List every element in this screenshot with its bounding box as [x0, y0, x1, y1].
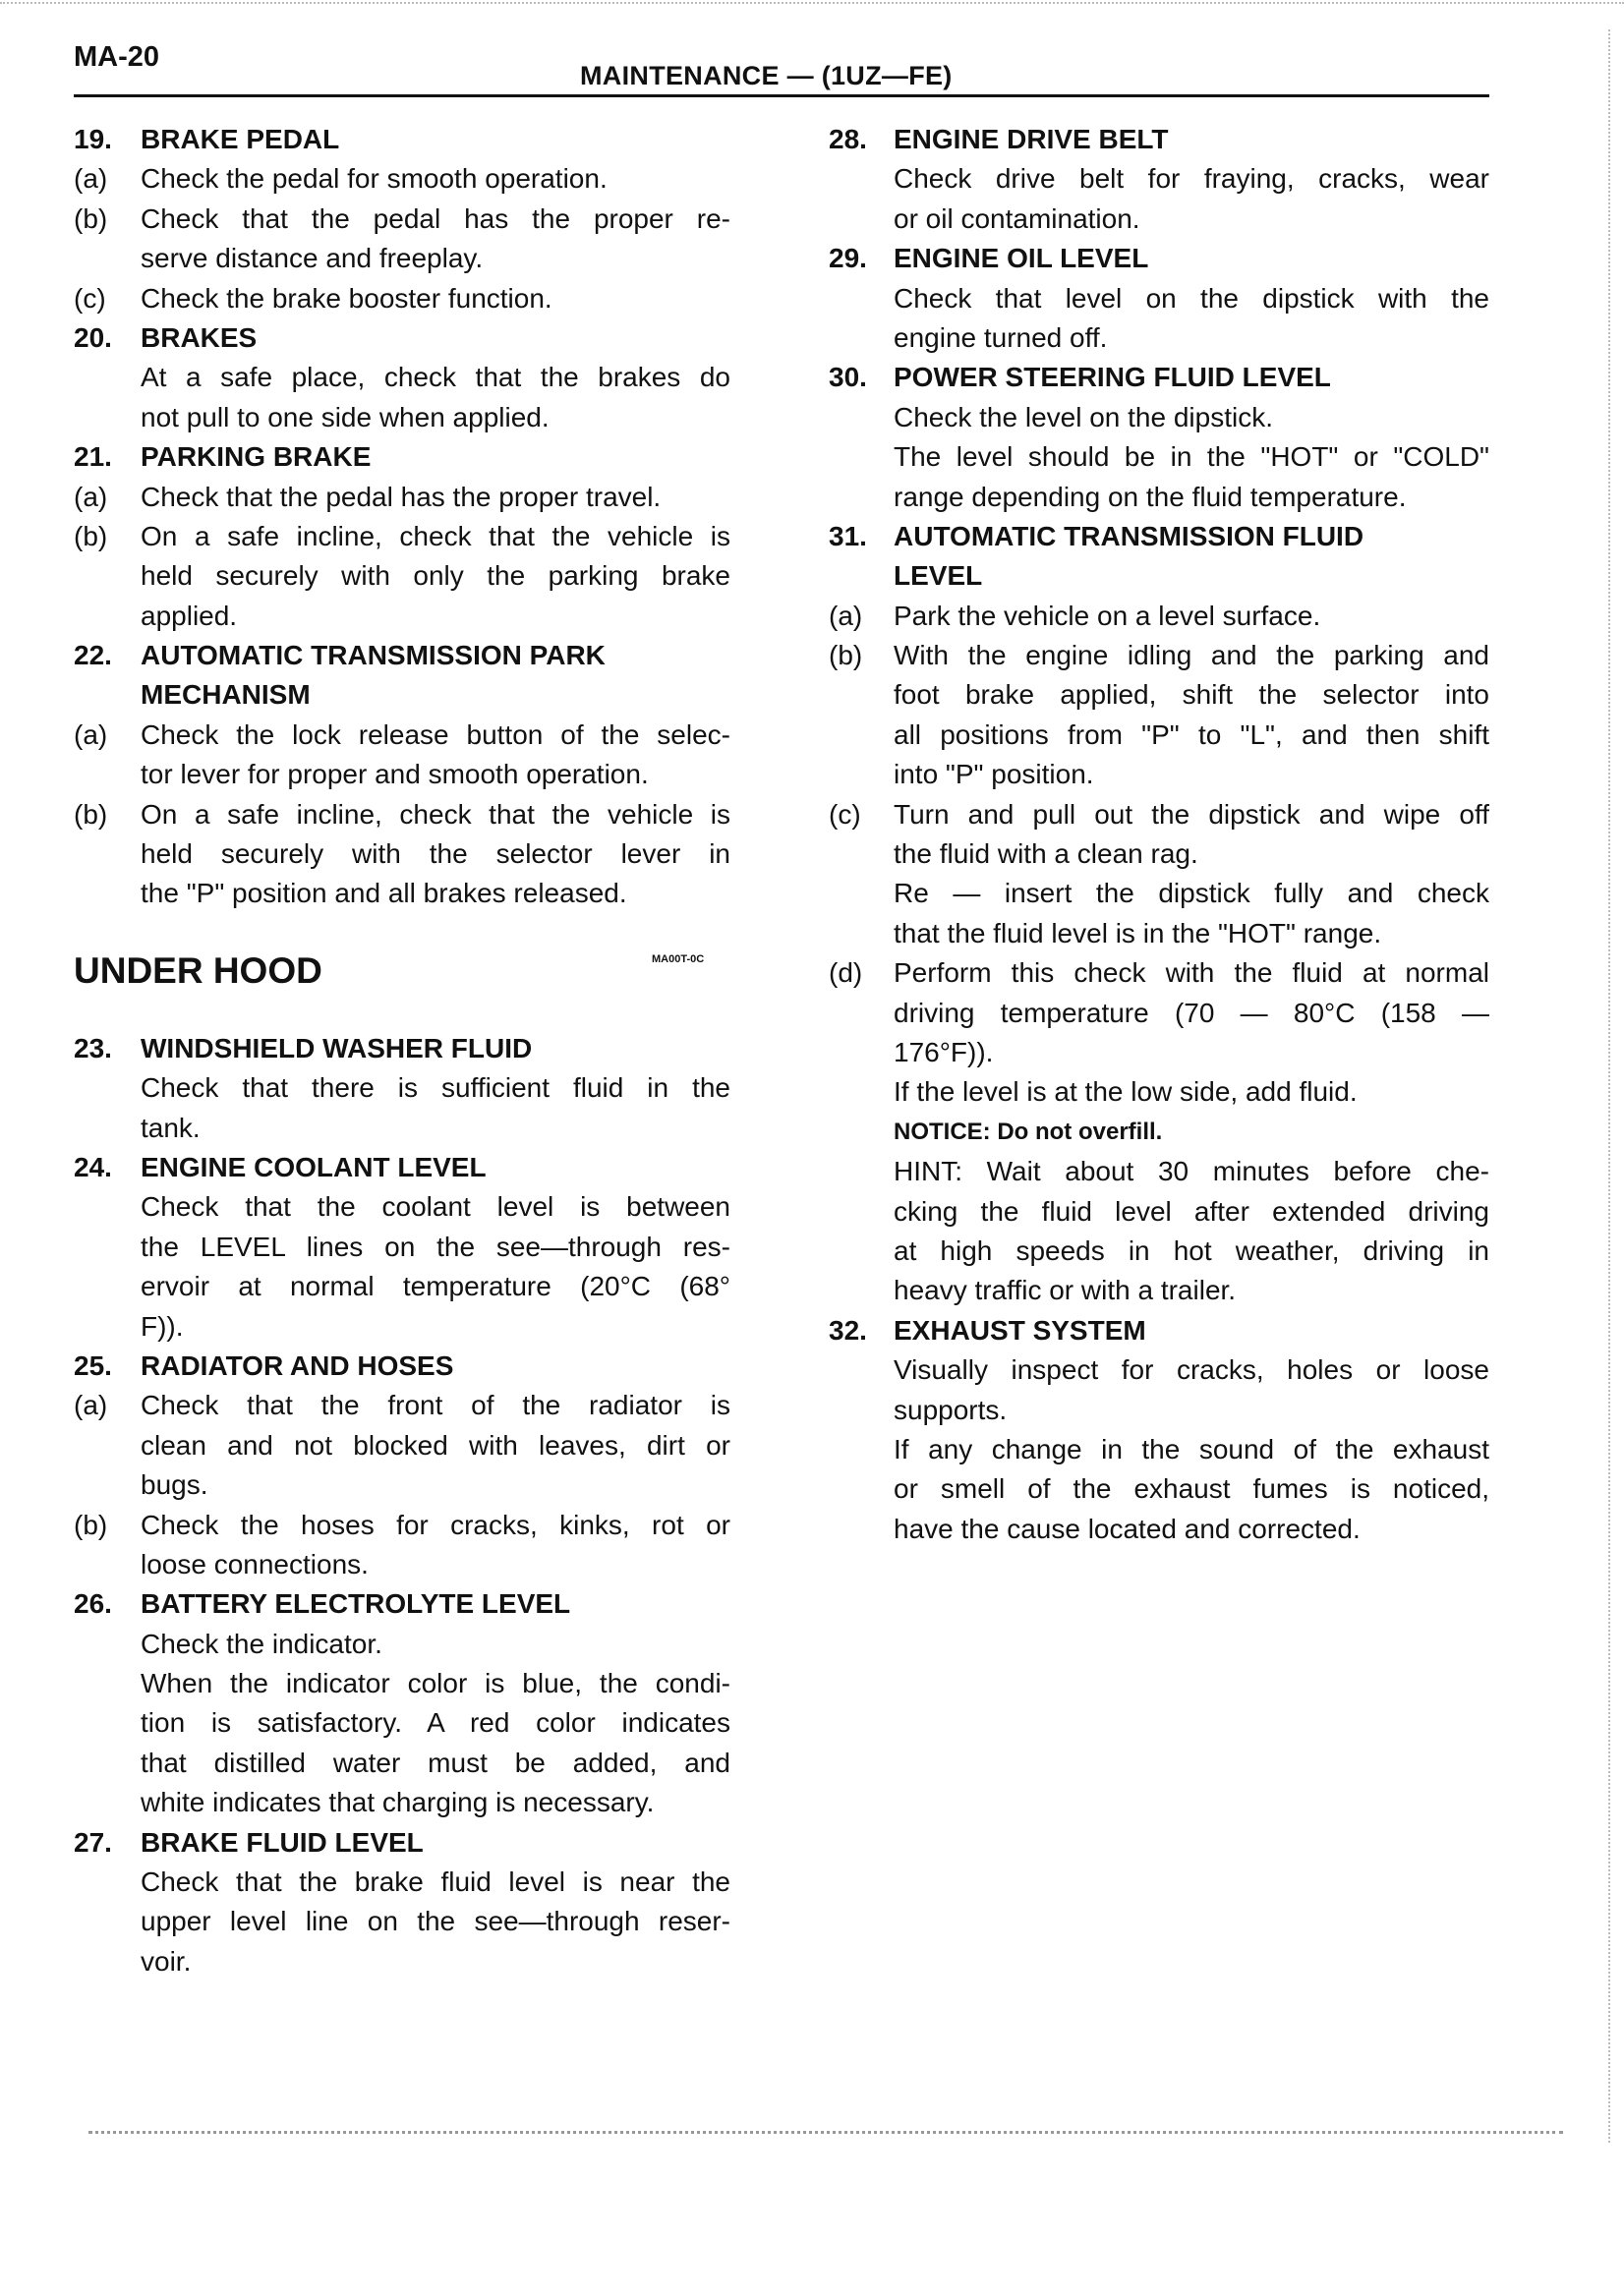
text-line [74, 834, 730, 874]
text-line [74, 1386, 730, 1425]
step-text: engine turned off. [894, 321, 1108, 353]
step-text: applied. [141, 600, 238, 631]
step-text: Check the level on the dipstick. [894, 401, 1273, 432]
item-heading [74, 437, 730, 477]
step-text: Check that there is sufficient fluid in the [141, 1072, 730, 1104]
step-text: the fluid with a clean rag. [894, 838, 1198, 870]
step-text: On a safe incline, check that the vehicle is [141, 520, 730, 551]
item-title: POWER STEERING FLUID LEVEL [894, 362, 1331, 393]
text-line [829, 1033, 1489, 1072]
step-text: that the fluid level is in the "HOT" range. [894, 917, 1382, 948]
text-line [829, 1271, 1489, 1310]
text-line [829, 874, 1489, 913]
item-heading [829, 358, 1489, 397]
step-text: ervoir at normal temperature (20°C (68° [141, 1271, 730, 1302]
right-column [829, 120, 1489, 1549]
text-line [74, 874, 730, 913]
item-title: LEVEL [894, 560, 983, 592]
text-line [74, 398, 730, 437]
text-line [74, 556, 730, 596]
text-line [829, 279, 1489, 318]
item-heading [74, 1584, 730, 1624]
text-line [74, 1506, 730, 1545]
step-label: (b) [74, 798, 108, 830]
text-line [829, 1510, 1489, 1549]
text-line [829, 1152, 1489, 1191]
text-line [829, 597, 1489, 636]
text-line [829, 834, 1489, 874]
text-line [74, 1307, 730, 1347]
text-line [74, 1744, 730, 1783]
item-number: 23. [74, 1032, 112, 1063]
step-text: loose connections. [141, 1548, 369, 1579]
item-number: 22. [74, 640, 112, 671]
step-text: Check the pedal for smooth operation. [141, 163, 608, 195]
text-line [74, 1703, 730, 1743]
text-line [829, 755, 1489, 794]
item-number: 29. [829, 243, 867, 274]
item-heading [74, 675, 730, 715]
text-line [74, 200, 730, 239]
text-line [829, 914, 1489, 953]
step-text: foot brake applied, shift the selector into [894, 679, 1489, 711]
step-text: the LEVEL lines on the see—through res- [141, 1231, 730, 1262]
header-rule [74, 94, 1489, 97]
step-text: into "P" position. [894, 759, 1094, 790]
text-line [829, 1350, 1489, 1390]
text-line [829, 1072, 1489, 1112]
text-line [74, 1863, 730, 1902]
item-heading [74, 1823, 730, 1863]
step-text: cking the fluid level after extended driving [894, 1195, 1489, 1227]
text-line [829, 1232, 1489, 1271]
item-heading [829, 120, 1489, 159]
step-label: (a) [74, 163, 108, 195]
text-line [74, 517, 730, 556]
item-number: 19. [74, 124, 112, 154]
step-text: Check the brake booster function. [141, 282, 552, 314]
step-text: Check drive belt for fraying, cracks, wear [894, 163, 1489, 195]
item-number: 26. [74, 1588, 112, 1620]
item-number: 25. [74, 1349, 112, 1381]
item-number: 27. [74, 1826, 112, 1858]
text-line [74, 597, 730, 636]
item-title: ENGINE COOLANT LEVEL [141, 1151, 487, 1182]
step-text: or smell of the exhaust fumes is noticed, [894, 1473, 1489, 1505]
text-line [829, 675, 1489, 715]
item-number: 28. [829, 124, 867, 154]
text-line [74, 159, 730, 199]
step-text: voir. [141, 1945, 192, 1977]
step-text: Check the lock release button of the selec- [141, 718, 730, 750]
step-text: Perform this check with the fluid at normal [894, 957, 1489, 989]
step-text: or oil contamination. [894, 202, 1140, 234]
step-text: F)). [141, 1310, 184, 1342]
item-number: 20. [74, 321, 112, 353]
text-line [74, 1228, 730, 1267]
text-line [829, 1469, 1489, 1509]
text-line [829, 398, 1489, 437]
step-text: driving temperature (70 — 80°C (158 — [894, 997, 1489, 1028]
step-text: supports. [894, 1394, 1008, 1425]
item-title: RADIATOR AND HOSES [141, 1349, 454, 1381]
text-line [829, 1391, 1489, 1430]
step-text: at high speeds in hot weather, driving in [894, 1234, 1489, 1266]
item-title: BRAKES [141, 321, 258, 353]
notice-row [829, 1113, 1489, 1152]
step-text: not pull to one side when applied. [141, 401, 550, 432]
text-line [829, 1430, 1489, 1469]
step-text: heavy traffic or with a trailer. [894, 1275, 1237, 1306]
text-line [74, 755, 730, 794]
step-text: tank. [141, 1112, 201, 1143]
running-title: MAINTENANCE — (1UZ—FE) [580, 61, 953, 90]
item-title: BRAKE PEDAL [141, 124, 340, 154]
item-heading [829, 517, 1489, 556]
step-text: Check that the pedal has the proper travel. [141, 481, 662, 512]
text-line [74, 1187, 730, 1227]
item-heading [829, 556, 1489, 596]
item-title: ENGINE DRIVE BELT [894, 124, 1169, 154]
step-label: (c) [74, 282, 106, 314]
step-text: Visually inspect for cracks, holes or loose [894, 1354, 1489, 1386]
text-line [829, 795, 1489, 834]
item-title: AUTOMATIC TRANSMISSION FLUID [894, 520, 1364, 551]
item-number: 31. [829, 520, 867, 551]
item-heading [74, 120, 730, 159]
item-heading [74, 636, 730, 675]
text-line [74, 1902, 730, 1941]
step-text: held securely with the selector lever in [141, 838, 730, 870]
text-line [74, 1068, 730, 1108]
text-line [74, 478, 730, 517]
step-text: 176°F)). [894, 1036, 994, 1067]
text-line [829, 994, 1489, 1033]
item-title: EXHAUST SYSTEM [894, 1314, 1146, 1346]
step-text: Check that the coolant level is between [141, 1191, 730, 1223]
step-text: With the engine idling and the parking and [894, 640, 1489, 671]
item-title: ENGINE OIL LEVEL [894, 243, 1149, 274]
text-line [829, 953, 1489, 993]
step-text: If the level is at the low side, add fluid. [894, 1076, 1358, 1108]
text-line [74, 1942, 730, 1981]
step-text: Check that the brake fluid level is near the [141, 1866, 730, 1898]
text-line [74, 358, 730, 397]
text-line [829, 200, 1489, 239]
text-line [74, 239, 730, 278]
step-text: Turn and pull out the dipstick and wipe off [894, 798, 1489, 830]
step-text: serve distance and freeplay. [141, 243, 484, 274]
step-text: HINT: Wait about 30 minutes before che- [894, 1156, 1489, 1187]
scan-edge-right [1608, 29, 1610, 2143]
step-text: clean and not blocked with leaves, dirt or [141, 1429, 730, 1461]
item-heading [74, 318, 730, 358]
text-line [74, 1465, 730, 1505]
text-line [74, 795, 730, 834]
step-label: (c) [829, 798, 861, 830]
step-text: On a safe incline, check that the vehicle is [141, 798, 730, 830]
step-label: (b) [74, 1509, 108, 1540]
item-number: 21. [74, 441, 112, 473]
step-text: Check that the pedal has the proper re- [141, 202, 730, 234]
scan-edge-top [0, 2, 1624, 4]
item-title: BATTERY ELECTROLYTE LEVEL [141, 1588, 571, 1620]
step-text: tion is satisfactory. A red color indicates [141, 1707, 730, 1739]
step-text: Check the hoses for cracks, kinks, rot or [141, 1509, 730, 1540]
step-label: (b) [74, 520, 108, 551]
step-text: At a safe place, check that the brakes do [141, 362, 730, 393]
text-line [74, 279, 730, 318]
item-heading [74, 1148, 730, 1187]
item-number: 32. [829, 1314, 867, 1346]
item-title: BRAKE FLUID LEVEL [141, 1826, 424, 1858]
text-line [74, 1664, 730, 1703]
text-line [74, 1545, 730, 1584]
text-line [829, 478, 1489, 517]
text-line [829, 318, 1489, 358]
scan-edge-bottom [88, 2131, 1563, 2134]
item-number: 30. [829, 362, 867, 393]
step-label: (a) [74, 481, 108, 512]
section-code: MA00T-0C [652, 952, 705, 965]
step-label: (a) [74, 1390, 108, 1421]
step-text: Check that level on the dipstick with the [894, 282, 1489, 314]
step-label: (a) [829, 600, 863, 631]
text-line [829, 437, 1489, 477]
item-heading [74, 1029, 730, 1068]
item-title: PARKING BRAKE [141, 441, 372, 473]
page-number: MA-20 [74, 41, 160, 73]
section-header [74, 914, 730, 1029]
text-line [74, 716, 730, 755]
item-heading [829, 1311, 1489, 1350]
step-label: (a) [74, 718, 108, 750]
item-title: MECHANISM [141, 679, 311, 711]
text-line [74, 1783, 730, 1822]
step-text: that distilled water must be added, and [141, 1747, 730, 1778]
step-text: bugs. [141, 1469, 208, 1501]
step-text: When the indicator color is blue, the condi- [141, 1668, 730, 1699]
left-column [74, 120, 730, 1981]
step-label: (b) [829, 640, 863, 671]
step-text: white indicates that charging is necessary. [141, 1787, 655, 1818]
step-text: range depending on the fluid temperature. [894, 481, 1407, 512]
text-line [74, 1109, 730, 1148]
text-line [829, 636, 1489, 675]
step-text: Park the vehicle on a level surface. [894, 600, 1321, 631]
step-text: Check that the front of the radiator is [141, 1390, 730, 1421]
text-line [829, 1192, 1489, 1232]
step-text: Re — insert the dipstick fully and check [894, 878, 1489, 909]
text-line [74, 1426, 730, 1465]
step-text: have the cause located and corrected. [894, 1513, 1361, 1544]
step-text: held securely with only the parking brake [141, 560, 730, 592]
item-title: WINDSHIELD WASHER FLUID [141, 1032, 533, 1063]
step-text: all positions from "P" to "L", and then shift [894, 718, 1489, 750]
step-label: (b) [74, 202, 108, 234]
step-text: If any change in the sound of the exhaust [894, 1433, 1489, 1464]
text-line [829, 716, 1489, 755]
item-number: 24. [74, 1151, 112, 1182]
item-heading [829, 239, 1489, 278]
step-text: upper level line on the see—through reser- [141, 1906, 730, 1937]
step-text: tor lever for proper and smooth operation. [141, 759, 649, 790]
text-line [74, 1267, 730, 1306]
item-title: AUTOMATIC TRANSMISSION PARK [141, 640, 606, 671]
step-text: The level should be in the "HOT" or "COLD" [894, 441, 1489, 473]
step-text: the "P" position and all brakes released. [141, 878, 627, 909]
text-line [74, 1625, 730, 1664]
notice-text: NOTICE: Do not overfill. [894, 1118, 1163, 1145]
step-text: Check the indicator. [141, 1628, 382, 1659]
step-label: (d) [829, 957, 863, 989]
item-heading [74, 1347, 730, 1386]
text-line [829, 159, 1489, 199]
section-title: UNDER HOOD [74, 949, 322, 991]
